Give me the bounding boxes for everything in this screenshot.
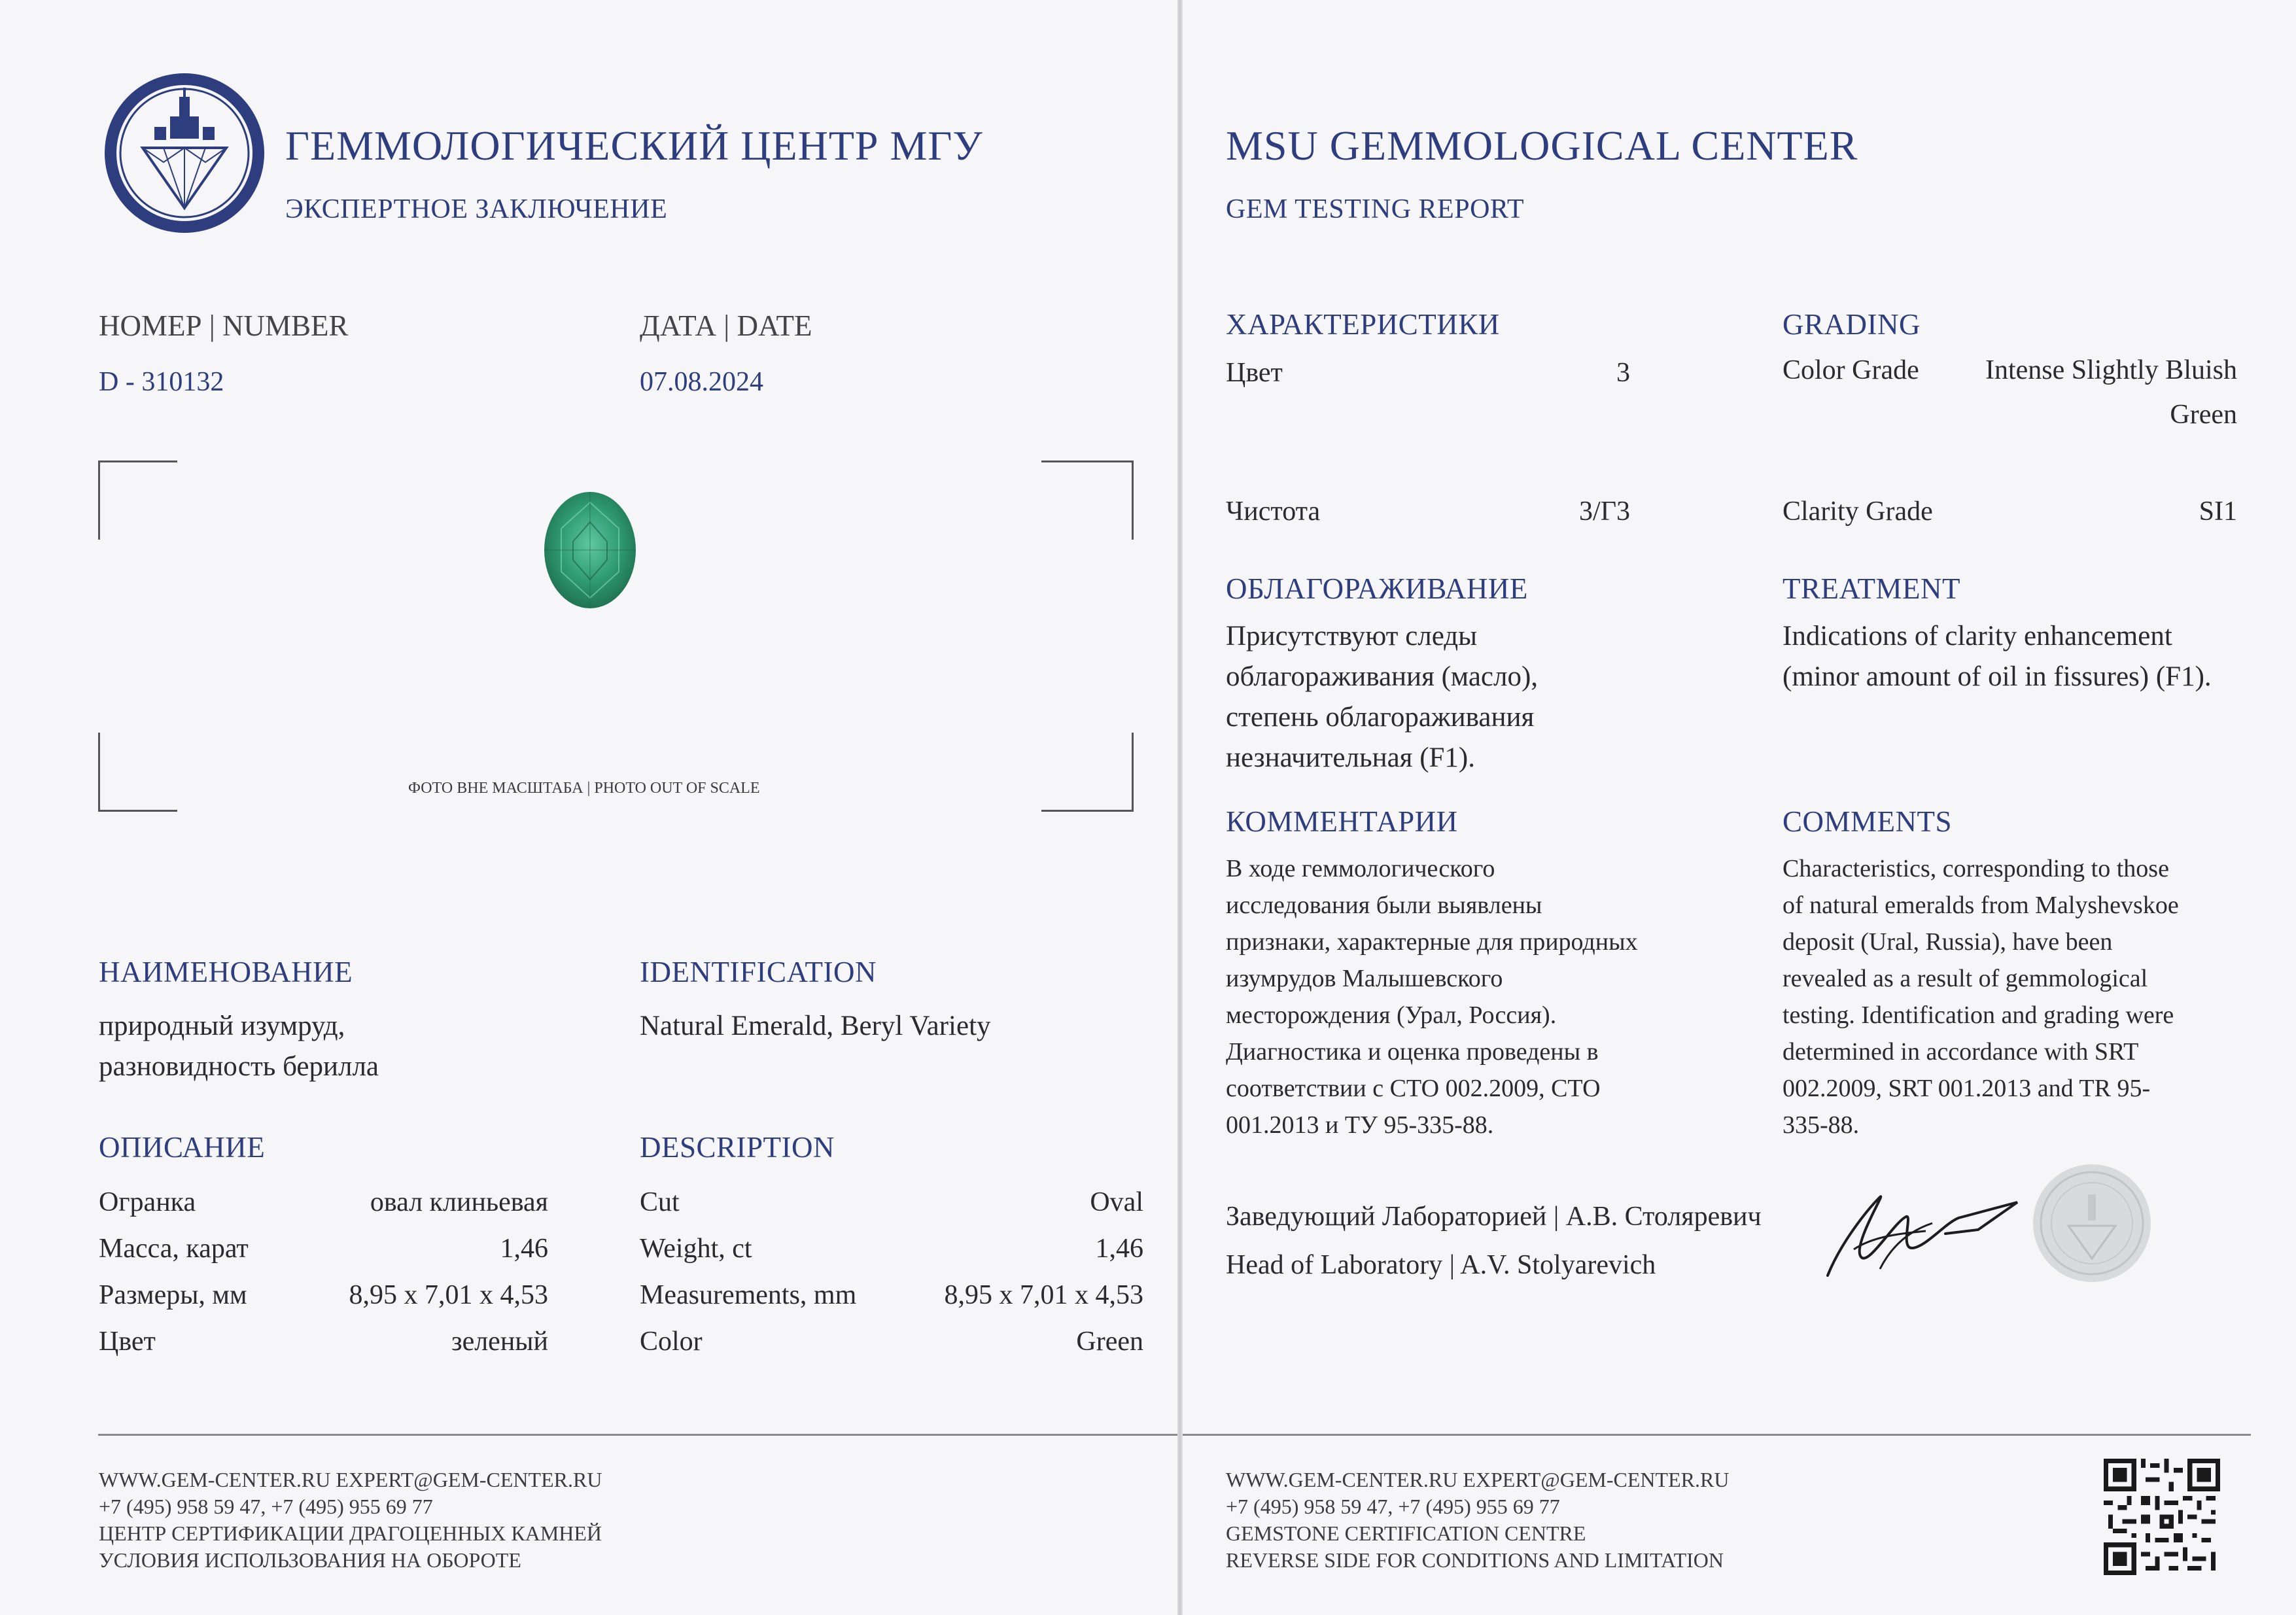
ru-row-label: Размеры, мм	[99, 1280, 247, 1310]
footer-divider	[98, 1434, 1177, 1436]
date-value: 07.08.2024	[640, 367, 763, 397]
clarity-en-label: Clarity Grade	[1783, 496, 1933, 527]
head-lab-en: Head of Laboratory | A.V. Stolyarevich	[1226, 1250, 1656, 1280]
treat-ru-heading: ОБЛАГОРАЖИВАНИЕ	[1226, 572, 1528, 605]
desc-heading: DESCRIPTION	[640, 1131, 835, 1164]
right-page	[1183, 0, 2296, 1615]
left-footer	[99, 1467, 884, 1574]
right-subtitle: GEM TESTING REPORT	[1226, 194, 1525, 224]
comm-en-text: Characteristics, corresponding to those of natural emeralds from Malyshevskoe deposit (Ural, Russia), have been revealed as a result of gemmological testing. Identification and grading were determined in accordance with SRT 002.2009, SRT 001.2013 and TR 95-335-88.	[1783, 855, 2179, 1139]
number-label: НОМЕР | NUMBER	[99, 309, 349, 342]
opis-heading: ОПИСАНИЕ	[99, 1131, 266, 1164]
en-row-value: Oval	[1090, 1187, 1143, 1217]
en-row-value: 1,46	[1095, 1234, 1143, 1264]
ru-row-value: овал клиньевая	[370, 1187, 548, 1217]
color-en-label: Color Grade	[1783, 355, 1919, 385]
char-heading: ХАРАКТЕРИСТИКИ	[1226, 308, 1500, 341]
page-fold	[1177, 0, 1183, 1615]
treat-ru-text: Присутствуют следы облагораживания (масло), степень облагораживания незначительная (F1).	[1226, 621, 1539, 773]
color-ru-value: 3	[1616, 358, 1630, 388]
footer-line: WWW.GEM-CENTER.RU EXPERT@GEM-CENTER.RU	[99, 1468, 602, 1491]
footer-line: +7 (495) 958 59 47, +7 (495) 955 69 77	[1226, 1495, 1560, 1518]
clarity-en-value: SI1	[2199, 496, 2237, 527]
ru-row-value: 1,46	[500, 1234, 548, 1264]
photo-bracket-top-left	[98, 460, 177, 540]
treat-en-heading: TREATMENT	[1783, 572, 1960, 605]
msu-seal-logo	[102, 71, 267, 235]
comm-ru-text: В ходе геммологического исследования были выявлены признаки, характерные для природных изумрудов Малышевского месторождения (Урал, Россия). Диагностика и оценка проведены в соответствии с СТО 002.2009, СТО 001.2013 и ТУ 95-335-88.	[1226, 855, 1638, 1139]
footer-divider-right	[1183, 1434, 2251, 1436]
ru-row-value: 8,95 x 7,01 x 4,53	[349, 1280, 548, 1310]
ru-row-label: Огранка	[99, 1187, 196, 1217]
clarity-ru-value: 3/Г3	[1579, 496, 1630, 527]
en-row-label: Color	[640, 1327, 703, 1357]
ident-heading: IDENTIFICATION	[640, 956, 877, 988]
en-row-label: Cut	[640, 1187, 680, 1217]
ru-row-label: Масса, карат	[99, 1234, 249, 1264]
footer-line: REVERSE SIDE FOR CONDITIONS AND LIMITATION	[1226, 1548, 1724, 1572]
footer-line: +7 (495) 958 59 47, +7 (495) 955 69 77	[99, 1495, 433, 1518]
color-en-value-cont: Green	[2170, 400, 2237, 430]
naim-text: природный изумруд, разновидность берилла	[99, 1011, 379, 1082]
embossed-seal	[2032, 1163, 2152, 1283]
qr-code	[2104, 1459, 2220, 1575]
emerald-photo	[542, 489, 638, 611]
footer-line: УСЛОВИЯ ИСПОЛЬЗОВАНИЯ НА ОБОРОТЕ	[99, 1548, 521, 1572]
en-row-label: Weight, ct	[640, 1234, 752, 1264]
grading-heading: GRADING	[1783, 308, 1921, 341]
date-label: ДАТА | DATE	[640, 309, 812, 342]
photo-bracket-bottom-left	[98, 733, 177, 812]
footer-line: WWW.GEM-CENTER.RU EXPERT@GEM-CENTER.RU	[1226, 1468, 1730, 1491]
photo-bracket-bottom-right	[1041, 733, 1134, 812]
left-title: ГЕММОЛОГИЧЕСКИЙ ЦЕНТР МГУ	[285, 122, 983, 169]
ru-row-label: Цвет	[99, 1327, 156, 1357]
number-value: D - 310132	[99, 367, 224, 397]
comm-ru-heading: КОММЕНТАРИИ	[1226, 805, 1458, 838]
color-ru-label: Цвет	[1226, 358, 1283, 388]
footer-line: ЦЕНТР СЕРТИФИКАЦИИ ДРАГОЦЕННЫХ КАМНЕЙ	[99, 1521, 602, 1545]
treat-en-text: Indications of clarity enhancement (minor amount of oil in fissures) (F1).	[1783, 621, 2212, 692]
photo-bracket-top-right	[1041, 460, 1134, 540]
photo-caption: ФОТО ВНЕ МАСШТАБА | PHOTO OUT OF SCALE	[408, 780, 760, 797]
left-subtitle: ЭКСПЕРТНОЕ ЗАКЛЮЧЕНИЕ	[285, 194, 668, 224]
naim-heading: НАИМЕНОВАНИЕ	[99, 956, 353, 988]
footer-line: GEMSTONE CERTIFICATION CENTRE	[1226, 1521, 1586, 1545]
en-row-label: Measurements, mm	[640, 1280, 857, 1310]
comm-en-heading: COMMENTS	[1783, 805, 1953, 838]
right-footer	[1226, 1467, 1880, 1574]
ident-text: Natural Emerald, Beryl Variety	[640, 1011, 991, 1041]
signature	[1815, 1171, 2024, 1289]
en-row-value: Green	[1076, 1327, 1143, 1357]
clarity-ru-label: Чистота	[1226, 496, 1321, 527]
head-lab-ru: Заведующий Лабораторией | А.В. Столяревич	[1226, 1202, 1762, 1232]
en-row-value: 8,95 x 7,01 x 4,53	[944, 1280, 1143, 1310]
color-en-value: Intense Slightly Bluish	[1985, 355, 2237, 385]
right-title: MSU GEMMOLOGICAL CENTER	[1226, 122, 1858, 169]
ru-row-value: зеленый	[451, 1327, 548, 1357]
